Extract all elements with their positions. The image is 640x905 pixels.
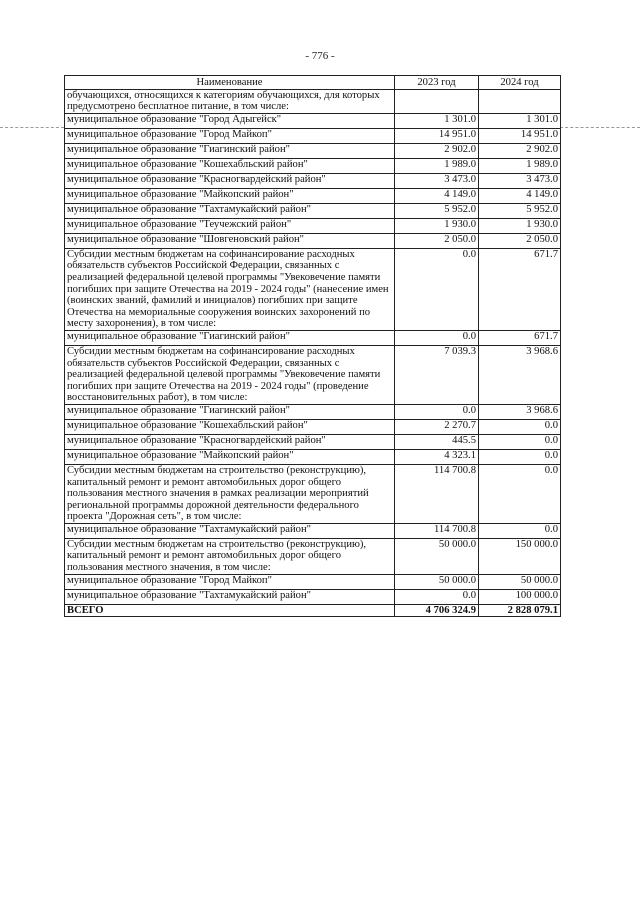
row-2024-cell: 2 902.0 — [479, 143, 561, 158]
row-name-cell: Субсидии местным бюджетам на софинансирование расходных обязательств субъектов Российской Федерации, связанных с реализацией федеральной целевой программы "Увековечение памяти погибших при защите Отечества на 2019 - 2024 годы" (проведение восстановительных работ), в том числе: — [65, 345, 395, 404]
row-2024-cell: 1 301.0 — [479, 113, 561, 128]
row-name-cell: муниципальное образование "Гиагинский район" — [65, 330, 395, 345]
row-2024-cell: 14 951.0 — [479, 128, 561, 143]
table-row — [65, 449, 561, 464]
table-row — [65, 538, 561, 574]
row-2024-cell: 4 149.0 — [479, 188, 561, 203]
row-name-cell: муниципальное образование "Шовгеновский район" — [65, 233, 395, 248]
row-2023-cell: 1 301.0 — [395, 113, 479, 128]
page-number: - 776 - — [305, 50, 335, 62]
row-2024-cell: 150 000.0 — [479, 538, 561, 574]
row-name-cell: муниципальное образование "Майкопский район" — [65, 449, 395, 464]
table-row — [65, 345, 561, 404]
row-2023-cell: 1 930.0 — [395, 218, 479, 233]
row-2024-cell: 671.7 — [479, 330, 561, 345]
table-row — [65, 589, 561, 604]
table-row — [65, 419, 561, 434]
table-row — [65, 188, 561, 203]
row-2024-cell: 100 000.0 — [479, 589, 561, 604]
total-label: ВСЕГО — [65, 604, 395, 617]
table-row — [65, 203, 561, 218]
row-2024-cell: 1 930.0 — [479, 218, 561, 233]
row-2024-cell: 3 968.6 — [479, 345, 561, 404]
row-name-cell: муниципальное образование "Гиагинский район" — [65, 404, 395, 419]
table-row — [65, 128, 561, 143]
row-2024-cell: 0.0 — [479, 434, 561, 449]
row-name-cell: Субсидии местным бюджетам на строительство (реконструкцию), капитальный ремонт и ремонт автомобильных дорог общего пользования местного значения, в том числе: — [65, 538, 395, 574]
header-name: Наименование — [65, 76, 395, 90]
row-2024-cell: 3 473.0 — [479, 173, 561, 188]
row-name-cell: муниципальное образование "Тахтамукайский район" — [65, 589, 395, 604]
table-body — [65, 89, 561, 604]
row-2024-cell: 50 000.0 — [479, 574, 561, 589]
row-2023-cell: 114 700.8 — [395, 523, 479, 538]
table-row — [65, 248, 561, 330]
row-2023-cell: 445.5 — [395, 434, 479, 449]
row-2023-cell: 3 473.0 — [395, 173, 479, 188]
row-name-cell: муниципальное образование "Город Майкоп" — [65, 128, 395, 143]
row-2023-cell: 0.0 — [395, 248, 479, 330]
table-row — [65, 218, 561, 233]
row-name-cell: муниципальное образование "Гиагинский район" — [65, 143, 395, 158]
row-2023-cell: 2 270.7 — [395, 419, 479, 434]
row-2024-cell: 3 968.6 — [479, 404, 561, 419]
table-row — [65, 523, 561, 538]
table-row — [65, 158, 561, 173]
row-2024-cell: 0.0 — [479, 464, 561, 523]
row-2024-cell — [479, 89, 561, 113]
header-2023: 2023 год — [395, 76, 479, 90]
row-2023-cell: 0.0 — [395, 589, 479, 604]
row-name-cell: муниципальное образование "Тахтамукайский район" — [65, 203, 395, 218]
table-row — [65, 404, 561, 419]
budget-table — [64, 75, 561, 617]
table-row — [65, 574, 561, 589]
row-2023-cell: 1 989.0 — [395, 158, 479, 173]
row-name-cell: муниципальное образование "Красногвардейский район" — [65, 434, 395, 449]
row-2023-cell: 7 039.3 — [395, 345, 479, 404]
row-name-cell: Субсидии местным бюджетам на строительство (реконструкцию), капитальный ремонт и ремонт автомобильных дорог общего пользования местного значения в рамках реализации мероприятий региональной программы дорожной деятельности федерального проекта "Дорожная сеть", в том числе: — [65, 464, 395, 523]
row-2023-cell: 2 902.0 — [395, 143, 479, 158]
row-name-cell: муниципальное образование "Майкопский район" — [65, 188, 395, 203]
margin-dash-line-left — [0, 127, 64, 128]
table-row — [65, 143, 561, 158]
row-2024-cell: 0.0 — [479, 449, 561, 464]
row-2023-cell: 14 951.0 — [395, 128, 479, 143]
row-name-cell: обучающихся, относящихся к категориям обучающихся, для которых предусмотрено бесплатное питание, в том числе: — [65, 89, 395, 113]
row-2023-cell: 0.0 — [395, 404, 479, 419]
row-2023-cell: 0.0 — [395, 330, 479, 345]
row-name-cell: Субсидии местным бюджетам на софинансирование расходных обязательств субъектов Российской Федерации, связанных с реализацией федеральной целевой программы "Увековечение памяти погибших при защите Отечества на 2019 - 2024 годы" (нанесение имен (воинских званий, фамилий и инициалов) погибших при защите Отечества на мемориальные сооружения воинских захоронений по месту захоронения), в том числе: — [65, 248, 395, 330]
row-name-cell: муниципальное образование "Красногвардейский район" — [65, 173, 395, 188]
row-2024-cell: 1 989.0 — [479, 158, 561, 173]
table-header-row — [65, 76, 561, 90]
total-row — [65, 604, 561, 617]
row-name-cell: муниципальное образование "Кошехабльский район" — [65, 158, 395, 173]
row-2023-cell: 2 050.0 — [395, 233, 479, 248]
row-2024-cell: 671.7 — [479, 248, 561, 330]
table-row — [65, 173, 561, 188]
header-2024: 2024 год — [479, 76, 561, 90]
table-row — [65, 233, 561, 248]
row-2023-cell: 50 000.0 — [395, 538, 479, 574]
total-2023: 4 706 324.9 — [395, 604, 479, 617]
row-2024-cell: 2 050.0 — [479, 233, 561, 248]
table-row — [65, 464, 561, 523]
row-2024-cell: 0.0 — [479, 523, 561, 538]
row-2024-cell: 0.0 — [479, 419, 561, 434]
table-row — [65, 330, 561, 345]
row-2024-cell: 5 952.0 — [479, 203, 561, 218]
row-2023-cell: 114 700.8 — [395, 464, 479, 523]
row-2023-cell: 5 952.0 — [395, 203, 479, 218]
row-name-cell: муниципальное образование "Кошехабльский район" — [65, 419, 395, 434]
row-2023-cell — [395, 89, 479, 113]
row-name-cell: муниципальное образование "Тахтамукайский район" — [65, 523, 395, 538]
row-2023-cell: 4 323.1 — [395, 449, 479, 464]
margin-dash-line-right — [560, 127, 640, 128]
row-name-cell: муниципальное образование "Теучежский район" — [65, 218, 395, 233]
table-row — [65, 113, 561, 128]
row-name-cell: муниципальное образование "Город Адыгейск" — [65, 113, 395, 128]
row-2023-cell: 4 149.0 — [395, 188, 479, 203]
total-2024: 2 828 079.1 — [479, 604, 561, 617]
row-name-cell: муниципальное образование "Город Майкоп" — [65, 574, 395, 589]
table-row — [65, 89, 561, 113]
table-row — [65, 434, 561, 449]
row-2023-cell: 50 000.0 — [395, 574, 479, 589]
